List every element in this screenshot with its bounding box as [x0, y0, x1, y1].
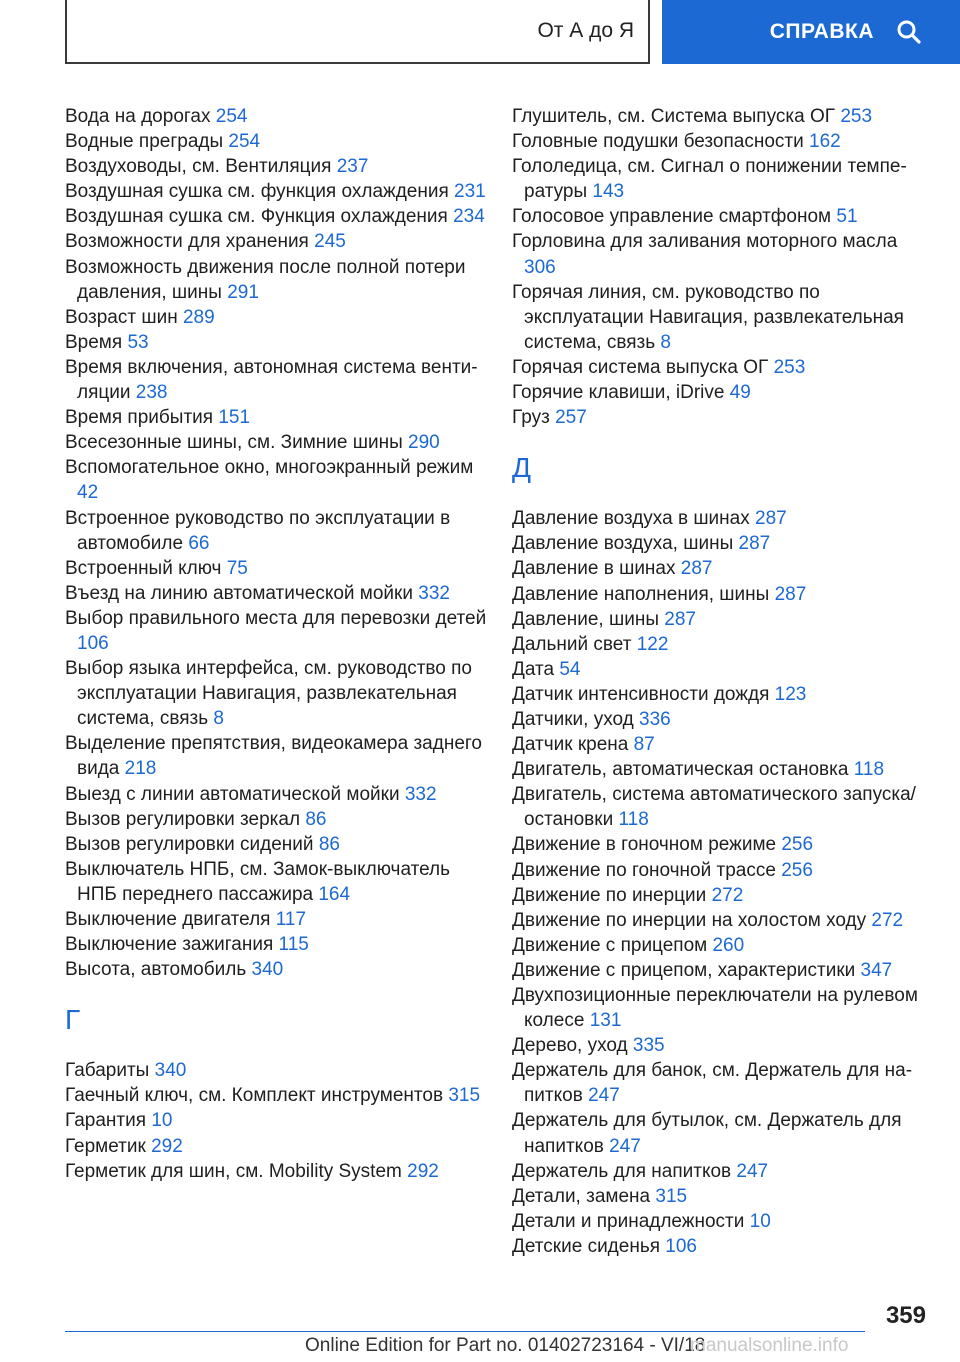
- page-link[interactable]: 237: [336, 156, 369, 178]
- page-link[interactable]: 86: [318, 833, 340, 855]
- index-entry: [512, 607, 932, 632]
- page-link[interactable]: 253: [840, 106, 873, 127]
- page-link[interactable]: 218: [124, 758, 157, 780]
- page-number: 359: [885, 1302, 926, 1329]
- index-entry: [65, 656, 495, 731]
- page-link[interactable]: 123: [774, 683, 807, 705]
- index-entry-text: Въезд на линию автоматической мойки: [65, 582, 419, 604]
- index-entry: [65, 556, 495, 581]
- page-link[interactable]: 292: [151, 1135, 183, 1157]
- index-entry-text: Вызов регулировки сидений: [65, 833, 319, 855]
- index-entry-text: Движение по инерции на холостом ходу: [512, 909, 872, 931]
- index-entry-text: Движение в гоночном режиме: [512, 834, 782, 856]
- index-entry: [512, 908, 932, 933]
- index-entry: [65, 355, 495, 405]
- index-entry-text: Вызов регулировки зеркал: [65, 808, 306, 830]
- page-link[interactable]: 10: [749, 1210, 771, 1232]
- search-icon[interactable]: [896, 19, 922, 45]
- index-entry: [512, 732, 932, 757]
- page-link[interactable]: 54: [559, 658, 581, 680]
- index-entry: [512, 582, 932, 607]
- page-link[interactable]: 49: [729, 382, 751, 404]
- page-link[interactable]: 254: [228, 131, 261, 153]
- page-link[interactable]: 162: [809, 131, 841, 153]
- index-entry: [65, 104, 495, 129]
- page-link[interactable]: 260: [712, 934, 745, 956]
- page-link[interactable]: 10: [151, 1110, 173, 1132]
- index-list-v: [65, 104, 495, 982]
- index-entry: [512, 933, 932, 958]
- index-entry: [65, 330, 495, 355]
- page-link[interactable]: 287: [680, 558, 713, 580]
- index-entry: [65, 455, 495, 505]
- index-entry: [65, 581, 495, 606]
- tab-help-label: СПРАВКА: [769, 20, 874, 43]
- page-link[interactable]: 131: [589, 1010, 622, 1032]
- page-link[interactable]: 234: [453, 206, 485, 228]
- index-entry: [65, 1159, 495, 1184]
- page-link[interactable]: 290: [408, 432, 440, 454]
- index-entry: [512, 280, 932, 355]
- index-entry-text: Воздуховоды, см. Вентиляция: [65, 156, 337, 178]
- index-entry-text: Держатель для бутылок, см. Держатель для напитков: [512, 1110, 902, 1157]
- tab-a-to-z-label: От А до Я: [537, 19, 634, 42]
- index-entry-text: Движение с прицепом, характеристики: [512, 959, 861, 981]
- index-entry-text: Голосовое управление смартфоном: [512, 206, 837, 228]
- index-entry: [512, 154, 932, 204]
- index-entry: [65, 731, 495, 781]
- index-entry-text: Воздушная сушка см. Функция охлаждения: [65, 206, 454, 228]
- index-entry-text: Груз: [512, 407, 556, 429]
- page-link[interactable]: 247: [736, 1160, 769, 1182]
- index-list-g-cont: [512, 104, 932, 430]
- page-link[interactable]: 118: [618, 809, 649, 831]
- page-link[interactable]: 53: [127, 331, 149, 353]
- index-entry: [512, 1234, 932, 1259]
- page-link[interactable]: 117: [275, 909, 307, 930]
- page-link[interactable]: 256: [781, 834, 814, 856]
- index-entry: [512, 380, 932, 405]
- index-entry: [512, 506, 932, 531]
- page-link[interactable]: 51: [836, 206, 858, 228]
- index-entry: [512, 1184, 932, 1209]
- index-entry-text: Давление в шинах: [512, 558, 681, 580]
- index-list-d: [512, 506, 932, 1259]
- page-link[interactable]: 66: [188, 532, 210, 554]
- index-entry-text: Детские сиденья: [512, 1235, 666, 1257]
- page-link[interactable]: 245: [314, 231, 346, 253]
- index-entry-text: Глушитель, см. Система выпуска ОГ: [512, 106, 841, 127]
- tab-help[interactable]: [662, 0, 960, 64]
- page-link[interactable]: 254: [215, 106, 248, 127]
- page-link[interactable]: 336: [639, 708, 671, 730]
- index-entry: [512, 632, 932, 657]
- index-entry: [65, 807, 495, 832]
- page-link[interactable]: 306: [524, 256, 556, 278]
- index-entry: [65, 857, 495, 907]
- page-link[interactable]: 335: [632, 1035, 665, 1057]
- index-entry: [65, 832, 495, 857]
- page-link[interactable]: 340: [154, 1060, 187, 1082]
- index-entry-text: Гололедица, см. Сигнал о понижении температуры: [512, 156, 907, 203]
- index-entry-text: Давление воздуха в шинах: [512, 508, 756, 530]
- page-link[interactable]: 347: [860, 959, 893, 981]
- index-entry-text: Дальний свет: [512, 633, 637, 655]
- index-entry: [512, 1108, 932, 1158]
- index-entry-text: Время включения, автономная система вентиляции: [65, 356, 478, 404]
- index-entry-text: Выезд с линии автоматической мойки: [65, 783, 405, 805]
- page-link[interactable]: 143: [592, 181, 625, 203]
- index-entry: [512, 1058, 932, 1108]
- page-link[interactable]: 87: [633, 734, 655, 756]
- index-entry-text: Выделение препятствия, видеокамера заднего вида: [65, 733, 482, 780]
- index-entry-text: Гаечный ключ, см. Комплект инструментов: [65, 1085, 449, 1107]
- index-entry-text: Дерево, уход: [512, 1035, 633, 1057]
- index-entry: [512, 104, 932, 129]
- index-entry-text: Горячая линия, см. руководство по эксплуатации Навигация, развлекательная система, связь: [512, 281, 904, 353]
- index-entry: [512, 531, 932, 556]
- page-link[interactable]: 42: [77, 482, 99, 504]
- index-entry-text: Герметик для шин, см. Mobility System: [65, 1160, 408, 1182]
- index-entry: [65, 255, 495, 305]
- index-entry: [512, 682, 932, 707]
- page-link[interactable]: 106: [77, 632, 109, 654]
- index-entry: [512, 355, 932, 380]
- section-letter-d: Д: [512, 452, 531, 484]
- page-header: [0, 0, 960, 66]
- index-entry-text: Головные подушки безопасности: [512, 131, 809, 153]
- index-entry-text: Давление наполнения, шины: [512, 583, 775, 605]
- index-entry: [65, 305, 495, 330]
- index-entry-text: Возраст шин: [65, 306, 183, 328]
- index-entry-text: Датчик интенсивности дождя: [512, 683, 775, 705]
- page-link[interactable]: 8: [213, 708, 224, 730]
- index-entry-text: Держатель для банок, см. Держатель для напитков: [512, 1060, 913, 1107]
- page-link[interactable]: 315: [655, 1185, 688, 1207]
- page-link[interactable]: 164: [318, 883, 351, 905]
- index-entry-text: Давление воздуха, шины: [512, 533, 739, 555]
- page-link[interactable]: 253: [773, 356, 806, 378]
- index-entry-text: Двухпозиционные переключатели на рулевом колесе: [512, 985, 918, 1032]
- index-entry-text: Всесезонные шины, см. Зимние шины: [65, 432, 409, 454]
- page-link[interactable]: 106: [665, 1235, 697, 1257]
- watermark: manualsonline.info: [690, 1335, 849, 1356]
- page-link[interactable]: 247: [588, 1085, 620, 1107]
- index-entry-text: Вспомогательное окно, многоэкранный режим: [65, 457, 474, 479]
- index-entry-text: Герметик: [65, 1135, 152, 1157]
- page-link[interactable]: 315: [448, 1085, 481, 1107]
- page-link[interactable]: 272: [711, 884, 744, 906]
- index-entry: [512, 1159, 932, 1184]
- index-entry: [65, 229, 495, 254]
- index-entry: [512, 883, 932, 908]
- index-entry-text: Детали и принадлежности: [512, 1210, 750, 1232]
- index-entry-text: Двигатель, автоматическая остановка: [512, 759, 854, 781]
- index-entry-text: Водные преграды: [65, 131, 229, 153]
- index-entry-text: Давление, шины: [512, 608, 665, 630]
- page-link[interactable]: 231: [454, 181, 486, 203]
- index-entry: [65, 932, 495, 957]
- index-entry: [512, 556, 932, 581]
- edition-text: Online Edition for Part no. 01402723164 - VI/18: [305, 1335, 706, 1356]
- page-link[interactable]: 115: [278, 934, 309, 956]
- index-entry-text: Выключатель НПБ, см. Замок-выключатель НПБ переднего пассажира: [65, 858, 451, 905]
- index-entry: [65, 1058, 495, 1083]
- index-entry-text: Детали, замена: [512, 1185, 656, 1207]
- index-entry: [65, 606, 495, 656]
- index-entry-text: Встроенный ключ: [65, 557, 227, 579]
- page-link[interactable]: 291: [227, 281, 259, 303]
- page-link[interactable]: 247: [609, 1135, 641, 1157]
- index-entry-text: Двигатель, система автоматического запуска/остановки: [512, 784, 916, 831]
- index-entry: [65, 154, 495, 179]
- tab-a-to-z[interactable]: [65, 0, 650, 64]
- index-entry: [65, 179, 495, 204]
- index-entry: [512, 958, 932, 983]
- page-link[interactable]: 86: [305, 808, 327, 830]
- index-entry-text: Горячие клавиши, iDrive: [512, 382, 730, 404]
- index-entry-text: Возможность движения после полной потери давления, шины: [65, 256, 466, 303]
- index-column-right: [512, 104, 932, 1259]
- index-entry-text: Выключение двигателя: [65, 909, 276, 930]
- page-link[interactable]: 122: [636, 633, 669, 655]
- page-link[interactable]: 118: [853, 759, 885, 781]
- page-link[interactable]: 287: [664, 608, 696, 630]
- index-entry-text: Встроенное руководство по эксплуатации в автомобиле: [65, 507, 451, 554]
- index-entry: [512, 129, 932, 154]
- index-entry: [512, 983, 932, 1033]
- index-entry-text: Гарантия: [65, 1110, 152, 1132]
- index-entry: [65, 1134, 495, 1159]
- index-entry-text: Время прибытия: [65, 407, 219, 429]
- index-entry-text: Воздушная сушка см. функция охлаждения: [65, 181, 455, 203]
- index-entry: [512, 832, 932, 857]
- index-entry-text: Высота, автомобиль: [65, 959, 252, 981]
- index-entry-text: Горловина для заливания моторного масла: [512, 231, 898, 253]
- index-entry: [512, 405, 932, 430]
- index-entry-text: Время: [65, 331, 128, 353]
- index-entry: [512, 757, 932, 782]
- page-link[interactable]: 332: [418, 582, 450, 604]
- index-entry-text: Движение по гоночной трассе: [512, 859, 782, 881]
- page-link[interactable]: 292: [407, 1160, 439, 1182]
- index-entry: [65, 1108, 495, 1133]
- page-link[interactable]: 287: [738, 533, 771, 555]
- index-entry-text: Горячая система выпуска ОГ: [512, 356, 774, 378]
- page-link[interactable]: 8: [660, 331, 671, 353]
- index-entry-text: Движение с прицепом: [512, 934, 713, 956]
- index-entry: [512, 782, 932, 832]
- index-list-g: [65, 1058, 495, 1183]
- index-entry: [65, 1083, 495, 1108]
- page-link[interactable]: 256: [781, 859, 813, 881]
- index-entry: [512, 657, 932, 682]
- index-entry: [512, 858, 932, 883]
- index-entry-text: Дата: [512, 658, 560, 680]
- index-entry: [65, 782, 495, 807]
- index-entry-text: Датчики, уход: [512, 708, 640, 730]
- footer-divider: [65, 1331, 865, 1332]
- index-entry: [512, 1209, 932, 1234]
- index-entry: [65, 129, 495, 154]
- page-link[interactable]: 287: [774, 583, 807, 605]
- page-link[interactable]: 272: [871, 909, 904, 931]
- index-entry-text: Выбор правильного места для перевозки детей: [65, 607, 487, 629]
- index-entry: [65, 430, 495, 455]
- index-column-left: [65, 104, 495, 1184]
- page-link[interactable]: 151: [218, 407, 251, 429]
- index-entry-text: Выключение зажигания: [65, 934, 279, 956]
- index-entry-text: Датчик крена: [512, 734, 634, 756]
- index-entry-text: Вода на дорогах: [65, 106, 216, 127]
- page-link[interactable]: 75: [226, 557, 248, 579]
- page-link[interactable]: 257: [555, 407, 587, 429]
- index-entry: [512, 707, 932, 732]
- index-entry: [65, 405, 495, 430]
- page-link[interactable]: 238: [135, 382, 168, 404]
- page-link[interactable]: 287: [755, 508, 787, 530]
- page-link[interactable]: 289: [182, 306, 215, 328]
- index-entry: [65, 204, 495, 229]
- index-entry-text: Выбор языка интерфейса, см. руководство по эксплуатации Навигация, развлекательная система, связь: [65, 658, 472, 730]
- index-entry-text: Движение по инерции: [512, 884, 712, 906]
- index-entry: [65, 957, 495, 982]
- index-entry: [512, 1033, 932, 1058]
- page-link[interactable]: 340: [251, 959, 284, 981]
- index-entry: [512, 229, 932, 279]
- index-entry-text: Возможности для хранения: [65, 231, 315, 253]
- index-entry: [65, 506, 495, 556]
- page-link[interactable]: 332: [404, 783, 437, 805]
- section-letter-g: Г: [65, 1004, 81, 1036]
- index-entry-text: Держатель для напитков: [512, 1160, 737, 1182]
- index-entry: [512, 204, 932, 229]
- index-entry-text: Габариты: [65, 1060, 155, 1082]
- index-entry: [65, 907, 495, 932]
